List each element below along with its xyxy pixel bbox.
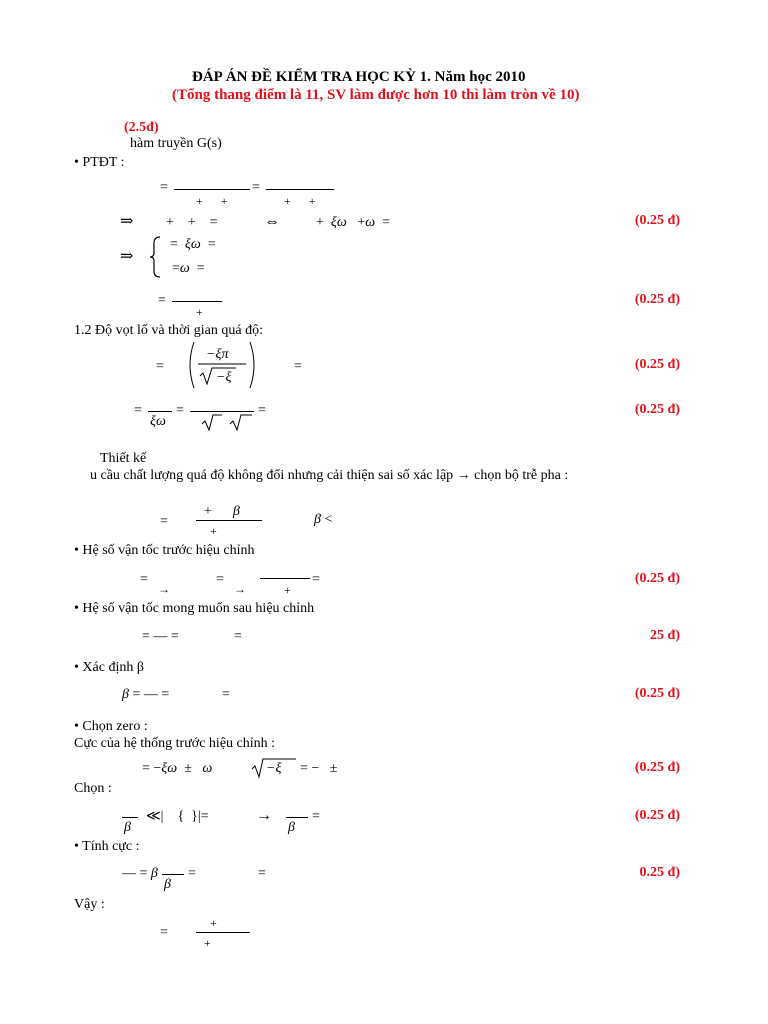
pole-heading: • Tính cực : [74,839,140,854]
fraction-line [148,411,172,412]
equation-symbol: + + [284,194,316,208]
equation-symbol: + [284,583,291,597]
poles-heading: Cực của hệ thống trước hiệu chỉnh : [74,736,276,751]
equation-symbol: ξω [150,414,166,429]
equation-symbol: = [252,180,260,195]
ptdt-label: • PTĐT : [74,155,125,170]
part1-points: (2.5đ) [124,120,159,135]
score-label: (0.25 đ) [634,402,680,417]
subsection-heading: 1.2 Độ vọt lố và thời gian quá độ: [74,323,263,338]
sqrt-icon [200,412,256,432]
equation-symbol: ≪| { }|= [146,809,209,824]
equation-symbol: + [210,524,217,538]
score-label: 0.25 đ) [639,865,680,880]
fraction-line [174,189,250,190]
kv-before-heading: • Hệ số vận tốc trước hiệu chỉnh [74,543,255,558]
equation-symbol: = [312,809,320,824]
equation-symbol: = ξω = [170,237,216,252]
equation-symbol: = [160,925,168,940]
choose-heading: Chọn : [74,781,112,796]
transfer-function-label: hàm truyền G(s) [130,136,222,151]
score-label: (0.25 đ) [634,686,680,701]
equation-symbol: = [258,403,266,418]
equation-symbol: = − ± [300,761,338,776]
equation-symbol: = [258,866,266,881]
equation-symbol: + [196,305,203,319]
conclusion-heading: Vậy : [74,897,105,912]
equation-symbol: β < [314,512,333,527]
equation-symbol: β [288,820,295,835]
equation-symbol: = — = [142,629,179,644]
equation-symbol: + + [196,194,228,208]
equation-symbol: + + = [166,215,218,230]
equation-symbol: = [222,687,230,702]
equivalence-arrow: ⇔ [264,213,280,230]
score-label: (0.25 đ) [634,357,680,372]
score-label: (0.25 đ) [634,213,680,228]
fraction-line [122,817,138,818]
equation-symbol: = [134,403,142,418]
implies-arrow: ⇒ [120,248,134,265]
equation-symbol: = [216,572,224,587]
score-label: (0.25 đ) [634,292,680,307]
score-label: (0.25 đ) [634,808,680,823]
fraction-line [162,874,184,875]
kv-desired-heading: • Hệ số vận tốc mong muốn sau hiệu chỉnh [74,601,315,616]
equation-symbol: −ξ [216,370,232,385]
equation-symbol: = [294,359,302,374]
equation-symbol: =ω = [172,261,205,276]
equation-symbol: = [160,514,168,529]
equation-symbol: + β [204,504,240,519]
score-label: (0.25 đ) [634,571,680,586]
equation-symbol: −ξ [266,761,282,776]
equation-symbol: = [312,572,320,587]
equation-symbol: β [124,820,131,835]
equation-symbol: = [140,572,148,587]
implies-arrow: ⇒ [120,213,134,230]
score-label: 25 đ) [650,628,680,643]
fraction-line [196,932,250,933]
equation-symbol: + ξω +ω = [316,215,390,230]
beta-heading: • Xác định β [74,660,144,675]
score-label: (0.25 đ) [634,760,680,775]
arrow-icon: → [256,807,272,824]
equation-symbol: −ξπ [206,347,229,362]
equation-symbol: → [158,582,170,596]
equation-symbol: = [234,629,242,644]
equation-symbol: + [210,916,217,930]
brace-icon [148,235,162,279]
fraction-line [266,189,334,190]
equation-symbol: → [234,582,246,596]
design-heading: Thiết kế [100,451,147,466]
equation-symbol: — = β [122,866,158,881]
equation-symbol: = [160,180,168,195]
equation-symbol: = −ξω ± ω [142,761,213,776]
document-subtitle: (Tổng thang điểm là 11, SV làm được hơn 10 thì làm tròn về 10) [172,87,580,103]
document-title: ĐÁP ÁN ĐỀ KIỂM TRA HỌC KỲ 1. Năm học 2010 [192,69,526,85]
equation-symbol: = [158,293,166,308]
equation-symbol: β [164,877,171,892]
equation-symbol: = [176,403,184,418]
fraction-line [260,578,310,579]
zero-heading: • Chọn zero : [74,719,148,734]
equation-symbol: = [156,359,164,374]
equation-symbol: + [204,936,211,950]
fraction-line [172,301,222,302]
equation-symbol: = [188,866,196,881]
fraction-line [286,817,308,818]
fraction-line [196,520,262,521]
requirement-text: u cầu chất lượng quá độ không đổi nhưng cải thiện sai số xác lập → chọn bộ trễ pha : [90,468,569,483]
equation-symbol: β = — = [122,687,170,702]
